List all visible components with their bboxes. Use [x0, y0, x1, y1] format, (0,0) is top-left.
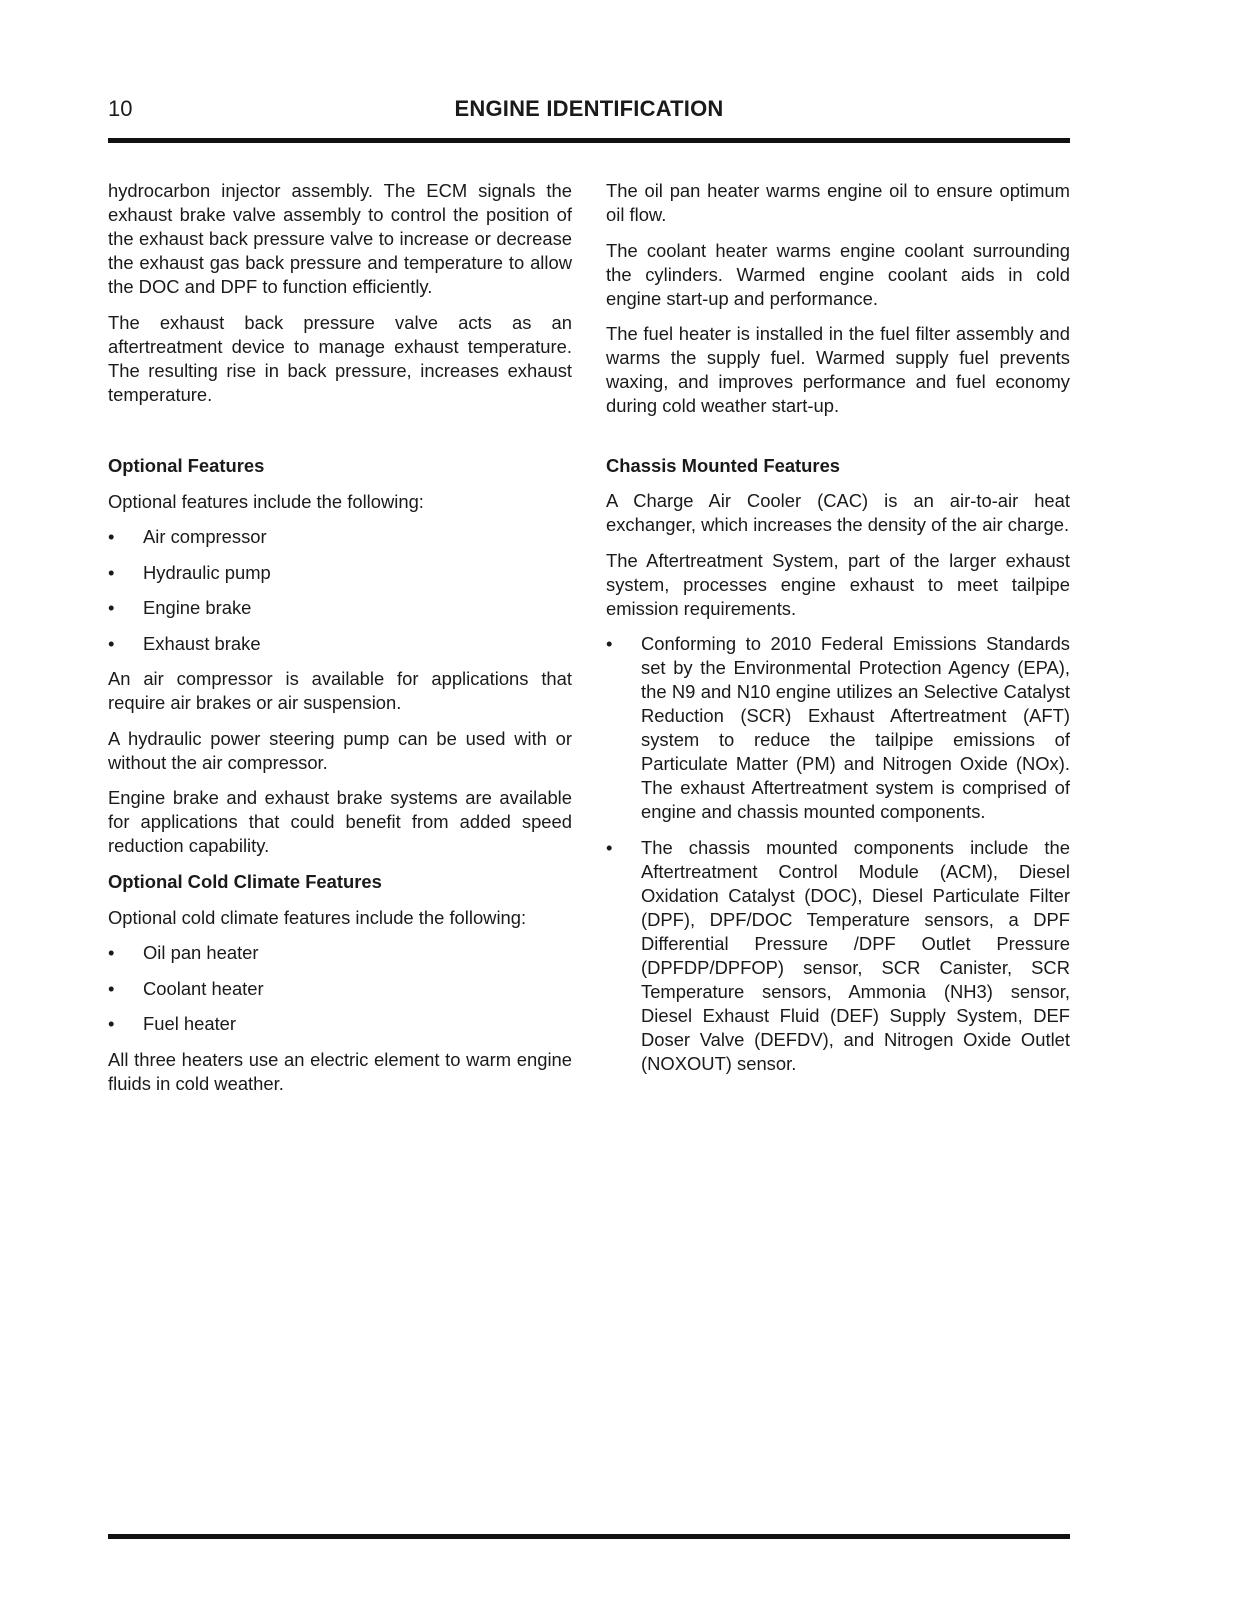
list-item: • Hydraulic pump	[108, 561, 271, 583]
list-item: • Air compressor	[108, 526, 267, 547]
page-title: ENGINE IDENTIFICATION	[454, 96, 724, 121]
paragraph-charge-air-cooler: A Charge Air Cooler (CAC) is an air-to-air heat exchanger, which increases the density of the air charge.	[606, 490, 1070, 535]
bullet-icon: •	[606, 633, 613, 654]
list-item: • Coolant heater	[108, 977, 264, 999]
aftertreatment-list	[606, 632, 1070, 1076]
bullet-icon: •	[606, 836, 613, 858]
bullet-icon: •	[108, 1013, 115, 1034]
paragraph-oil-pan-heater: The oil pan heater warms engine oil to ensure optimum oil flow.	[606, 180, 1070, 225]
list-item: • Conforming to 2010 Federal Emissions Standards set by the Environmental Protection Agency (EPA), the N9 and N10 engine utilizes an Selective Catalyst Reduction (SCR) Exhaust Aftertreatment (AFT) system to reduce the tailpipe emissions of Particulate Matter (PM) and Nitrogen Oxide (NOx). The exhaust Aftertreatment system is comprised of engine and chassis mounted components.	[606, 633, 1070, 822]
left-column	[108, 179, 572, 1107]
list-item: • Exhaust brake	[108, 632, 261, 654]
paragraph-aftertreatment: The Aftertreatment System, part of the larger exhaust system, processes engine exhaust to meet tailpipe emission requirements.	[606, 549, 1070, 619]
paragraph-air-compressor: An air compressor is available for applications that require air brakes or air suspension.	[108, 668, 572, 713]
cold-features-list	[108, 941, 572, 1036]
page-number: 10	[108, 96, 133, 121]
list-item: • Engine brake	[108, 597, 252, 618]
header-rule	[108, 138, 1070, 143]
right-column	[606, 179, 1070, 1087]
paragraph-brake-systems: Engine brake and exhaust brake systems are available for applications that could benefit from added speed reduction capability.	[108, 787, 572, 856]
list-item: • The chassis mounted components include the Aftertreatment Control Module (ACM), Diesel Oxidation Catalyst (DOC), Diesel Particulate Filter (DPF), DPF/DOC Temperature sensors, a DPF Differential Pressure /DPF Outlet Pressure (DPFDP/DPFOP) sensor, SCR Canister, SCR Temperature sensors, Ammonia (NH3) sensor, Diesel Exhaust Fluid (DEF) Supply System, DEF Doser Valve (DEFDV), and Nitrogen Oxide Outlet (NOXOUT) sensor.	[606, 836, 1070, 1074]
heading-optional-features: Optional Features	[108, 455, 265, 476]
bullet-icon: •	[108, 942, 115, 963]
paragraph-hydraulic-pump: A hydraulic power steering pump can be used with or without the air compressor.	[108, 727, 572, 773]
bullet-icon: •	[108, 561, 115, 583]
paragraph-heaters: All three heaters use an electric element to warm engine fluids in cold weather.	[108, 1048, 572, 1094]
paragraph-optional-intro: Optional features include the following:	[108, 490, 424, 512]
footer-rule	[108, 1534, 1070, 1539]
list-item: • Oil pan heater	[108, 942, 259, 963]
bullet-icon: •	[108, 632, 115, 654]
paragraph-coolant-heater: The coolant heater warms engine coolant surrounding the cylinders. Warmed engine coolant aids in cold engine start-up and performance.	[606, 239, 1070, 309]
bullet-icon: •	[108, 977, 115, 999]
optional-features-list	[108, 525, 572, 656]
bullet-icon: •	[108, 597, 115, 618]
paragraph-injector: hydrocarbon injector assembly. The ECM signals the exhaust brake valve assembly to control the position of the exhaust back pressure valve to increase or decrease the exhaust gas back pressure and temperature to allow the DOC and DPF to function efficiently.	[108, 180, 572, 297]
paragraph-back-pressure-valve: The exhaust back pressure valve acts as an aftertreatment device to manage exhaust temperature. The resulting rise in back pressure, increases exhaust temperature.	[108, 311, 572, 405]
heading-cold-climate: Optional Cold Climate Features	[108, 871, 382, 892]
bullet-icon: •	[108, 526, 115, 547]
heading-chassis-mounted: Chassis Mounted Features	[606, 454, 841, 476]
list-item: • Fuel heater	[108, 1013, 237, 1034]
paragraph-fuel-heater: The fuel heater is installed in the fuel filter assembly and warms the supply fuel. Warmed supply fuel prevents waxing, and improves performance and fuel economy during cold weather start-up.	[606, 323, 1070, 416]
paragraph-cold-intro: Optional cold climate features include the following:	[108, 906, 527, 928]
